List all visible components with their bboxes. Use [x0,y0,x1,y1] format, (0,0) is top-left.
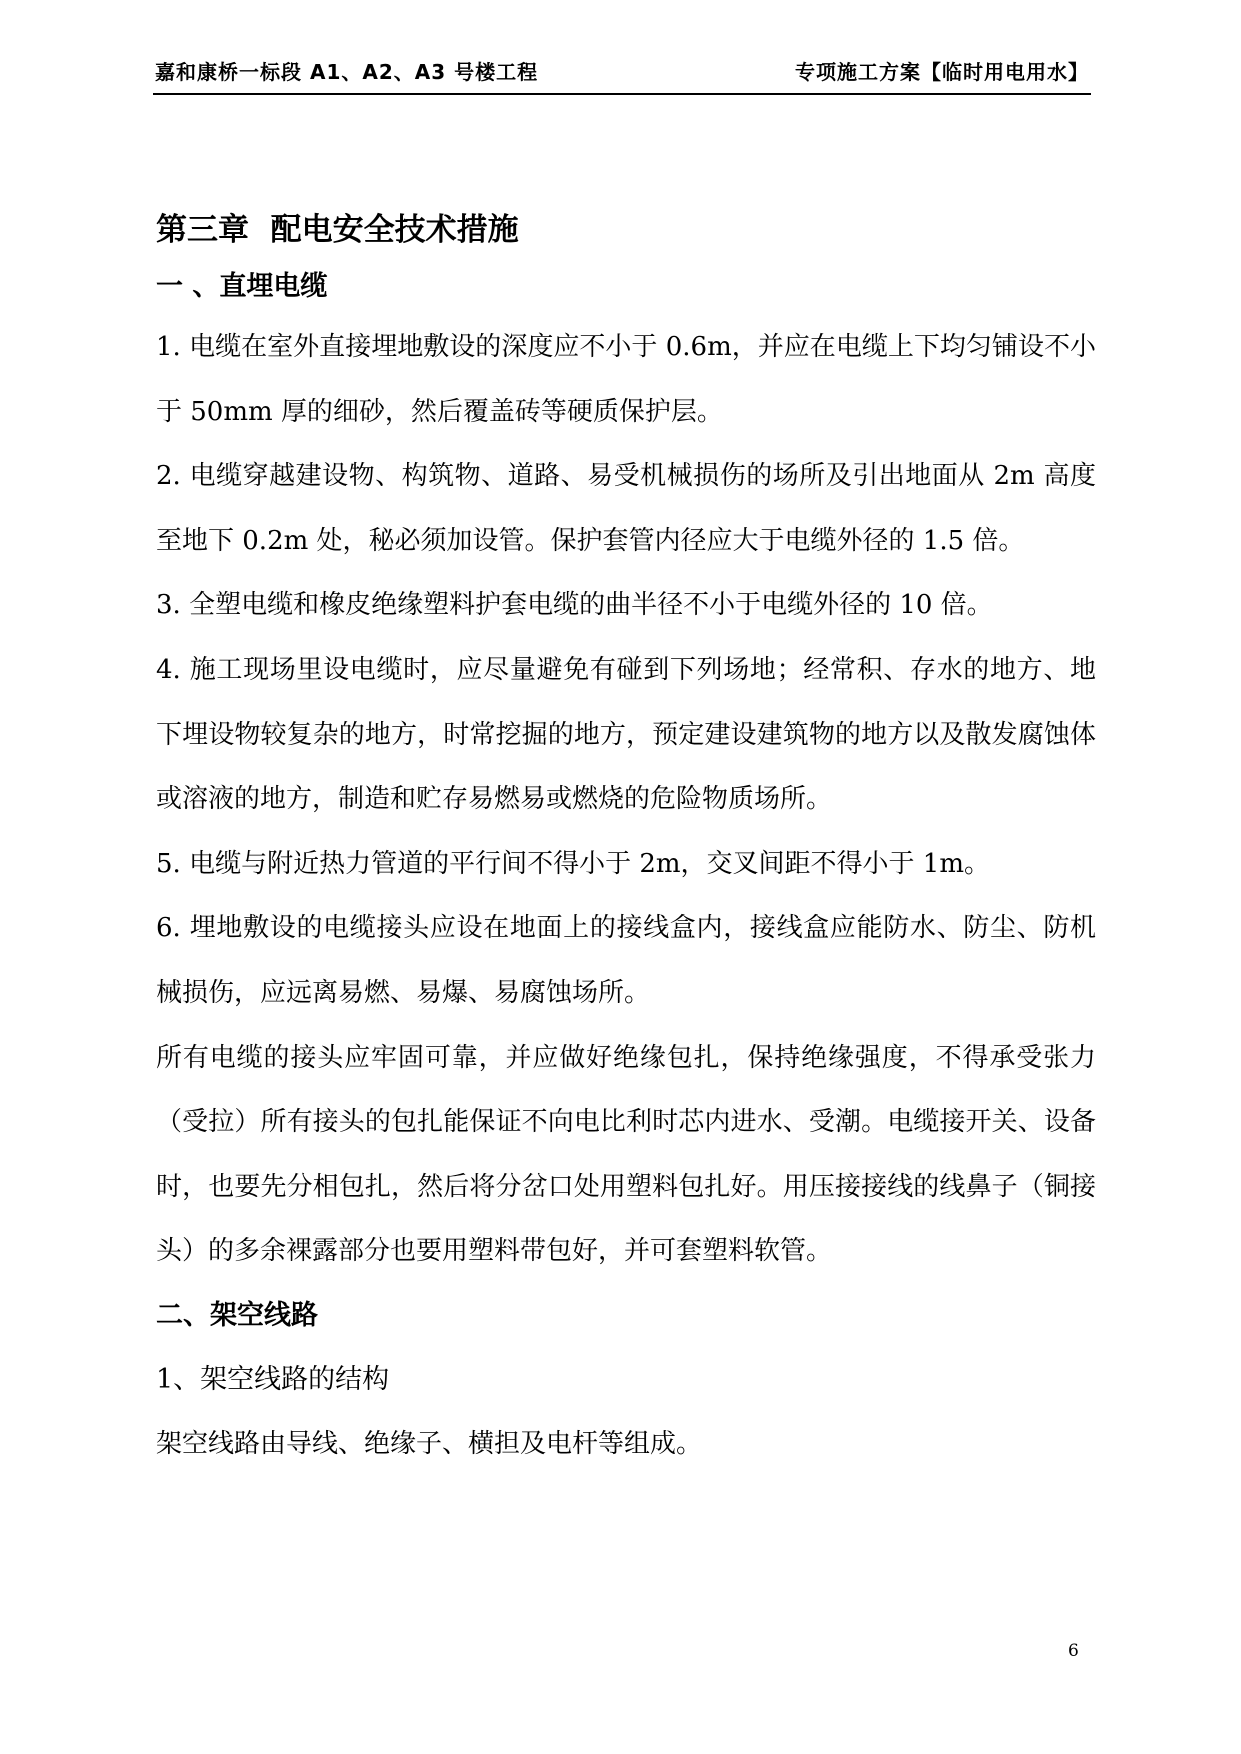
page-body [156,205,1096,1477]
paragraph-3: 3. 全塑电缆和橡皮绝缘塑料护套电缆的曲半径不小于电缆外径的 10 倍。 [156,590,993,621]
subsection-title-overhead-structure: 1、架空线路的结构 [156,1363,390,1395]
page-number: 6 [1068,1641,1079,1661]
section-title-direct-buried-cable: 一 、直埋电缆 [156,271,328,302]
chapter-title: 第三章 配电安全技术措施 [156,212,519,248]
header-document-type: 专项施工方案【临时用电用水】 [795,60,1089,84]
paragraph-6: 6. 埋地敷设的电缆接头应设在地面上的接线盒内，接线盒应能防水、防尘、防机械损伤，应远离易燃、易爆、易腐蚀场所。 [156,913,1096,1008]
paragraph-1: 1. 电缆在室外直接埋地敷设的深度应不小于 0.6m，并应在电缆上下均匀铺设不小于 50mm 厚的细砂，然后覆盖砖等硬质保护层。 [156,332,1096,427]
page-header [153,57,1091,95]
section-title-overhead-line: 二、架空线路 [156,1299,318,1331]
header-project-name: 嘉和康桥一标段 A1、A2、A3 号楼工程 [155,60,539,84]
paragraph-4: 4. 施工现场里设电缆时，应尽量避免有碰到下列场地；经常积、存水的地方、地下埋设物较复杂的地方，时常挖掘的地方，预定建设建筑物的地方以及散发腐蚀体或溶液的地方，制造和贮存易燃易或燃烧的危险物质场所。 [156,654,1096,815]
paragraph-7: 所有电缆的接头应牢固可靠，并应做好绝缘包扎，保持绝缘强度，不得承受张力（受拉）所有接头的包扎能保证不向电比利时芯内进水、受潮。电缆接开关、设备时，也要先分相包扎，然后将分岔口处用塑料包扎好。用压接接线的线鼻子（铜接头）的多余裸露部分也要用塑料带包好，并可套塑料软管。 [156,1042,1096,1267]
paragraph-overhead-structure: 架空线路由导线、绝缘子、横担及电杆等组成。 [156,1428,703,1459]
paragraph-2: 2. 电缆穿越建设物、构筑物、道路、易受机械损伤的场所及引出地面从 2m 高度至地下 0.2m 处，秘必须加设管。保护套管内径应大于电缆外径的 1.5 倍。 [156,461,1096,556]
paragraph-5: 5. 电缆与附近热力管道的平行间不得小于 2m，交叉间距不得小于 1m。 [156,848,990,879]
